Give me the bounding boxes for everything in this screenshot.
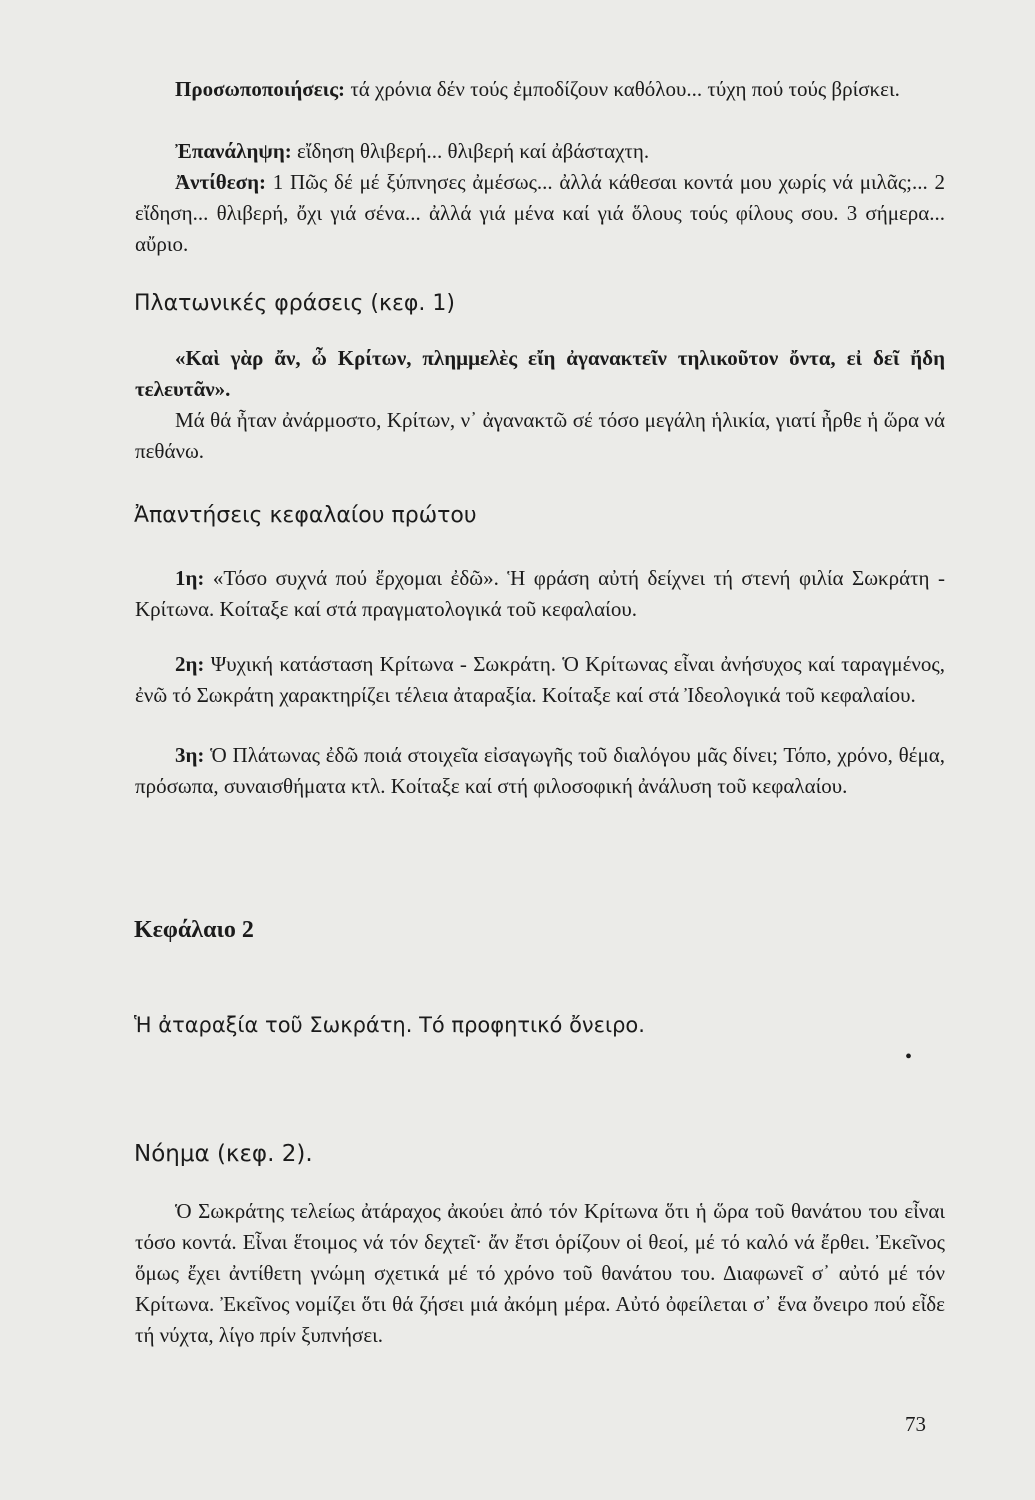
chapter-subtitle: Ἡ ἀταραξία τοῦ Σωκράτη. Τό προφητικό ὄνειρο.: [134, 1013, 645, 1037]
answer-2-label: 2η:: [175, 652, 205, 676]
answer-1-label: 1η:: [175, 566, 205, 590]
answer-1-text: «Τόσο συχνά πού ἔρχομαι ἐδῶ». Ἡ φράση αὐτή δείχνει τή στενή φιλία Σωκράτη - Κρίτωνα. Κοίταξε καί στά πραγματολογικά τοῦ κεφαλαίου.: [135, 566, 945, 621]
meaning-heading: Νόημα (κεφ. 2).: [134, 1141, 313, 1167]
answer-1: [135, 563, 945, 625]
answer-3-text: Ὁ Πλάτωνας ἐδῶ ποιά στοιχεῖα εἰσαγωγῆς τοῦ διαλόγου μᾶς δίνει; Τόπο, χρόνο, θέμα, πρόσωπα, συναισθήματα κτλ. Κοίταξε καί στή φιλοσοφική ἀνάλυση τοῦ κεφαλαίου.: [135, 743, 946, 798]
answer-3-label: 3η:: [175, 743, 205, 767]
antithesis-label: Ἀντίθεση:: [175, 170, 267, 194]
personification-text: τά χρόνια δέν τούς ἐμποδίζουν καθόλου... τύχη πού τούς βρίσκει.: [350, 77, 900, 101]
bullet-mark: •: [905, 1046, 913, 1068]
answers-heading: Ἀπαντήσεις κεφαλαίου πρώτου: [134, 503, 477, 528]
answer-2: [135, 649, 945, 711]
repetition-paragraph: [135, 136, 945, 167]
answer-3: [135, 740, 945, 802]
platonic-quote: «Καὶ γὰρ ἄν, ὦ Κρίτων, πλημμελὲς εἴη ἀγανακτεῖν τηλικοῦτον ὄντα, εἰ δεῖ ἤδη τελευτᾶν».: [135, 346, 945, 401]
antithesis-text: 1 Πῶς δέ μέ ξύπνησες ἀμέσως... ἀλλά κάθεσαι κοντά μου χωρίς νά μιλᾶς;... 2 εἴδηση... θλιβερή, ὄχι γιά σένα... ἀλλά γιά μένα καί γιά ὅλους τούς φίλους σου. 3 σήμερα... αὔριο.: [135, 170, 945, 256]
chapter-heading: Κεφάλαιο 2: [134, 917, 254, 943]
repetition-label: Ἐπανάληψη:: [175, 139, 292, 163]
platonic-phrases-heading: Πλατωνικές φράσεις (κεφ. 1): [134, 291, 455, 316]
personification-label: Προσωποποιήσεις:: [175, 77, 346, 101]
antithesis-paragraph: [135, 167, 945, 260]
repetition-text: εἴδηση θλιβερή... θλιβερή καί ἀβάσταχτη.: [297, 139, 650, 163]
answer-2-text: Ψυχική κατάσταση Κρίτωνα - Σωκράτη. Ὁ Κρίτωνας εἶναι ἀνήσυχος καί ταραγμένος, ἐνῶ τό Σωκράτη χαρακτηρίζει τέλεια ἀταραξία. Κοίταξε καί στά Ἰδεολογικά τοῦ κεφαλαίου.: [135, 652, 945, 707]
personification-paragraph: [135, 74, 945, 105]
page-number: 73: [905, 1412, 926, 1436]
platonic-translation: Μά θά ἦταν ἀνάρμοστο, Κρίτων, ν᾽ ἀγανακτῶ σέ τόσο μεγάλη ἡλικία, γιατί ἦρθε ἡ ὥρα νά πεθάνω.: [135, 408, 945, 463]
meaning-paragraph: Ὁ Σωκράτης τελείως ἀτάραχος ἀκούει ἀπό τόν Κρίτωνα ὅτι ἡ ὥρα τοῦ θανάτου του εἶναι τόσο κοντά. Εἶναι ἕτοιμος νά τόν δεχτεῖ· ἄν ἔτσι ὁρίζουν οἱ θεοί, μέ τό καλό νά ἔρθει. Ἐκεῖνος ὅμως ἔχει ἀντίθετη γνώμη σχετικά μέ τό χρόνο τοῦ θανάτου του. Διαφωνεῖ σ᾽ αὐτό μέ τόν Κρίτωνα. Ἐκεῖνος νομίζει ὅτι θά ζήσει μιά ἀκόμη μέρα. Αὐτό ὀφείλεται σ᾽ ἕνα ὄνειρο πού εἶδε τή νύχτα, λίγο πρίν ξυπνήσει.: [135, 1199, 945, 1347]
